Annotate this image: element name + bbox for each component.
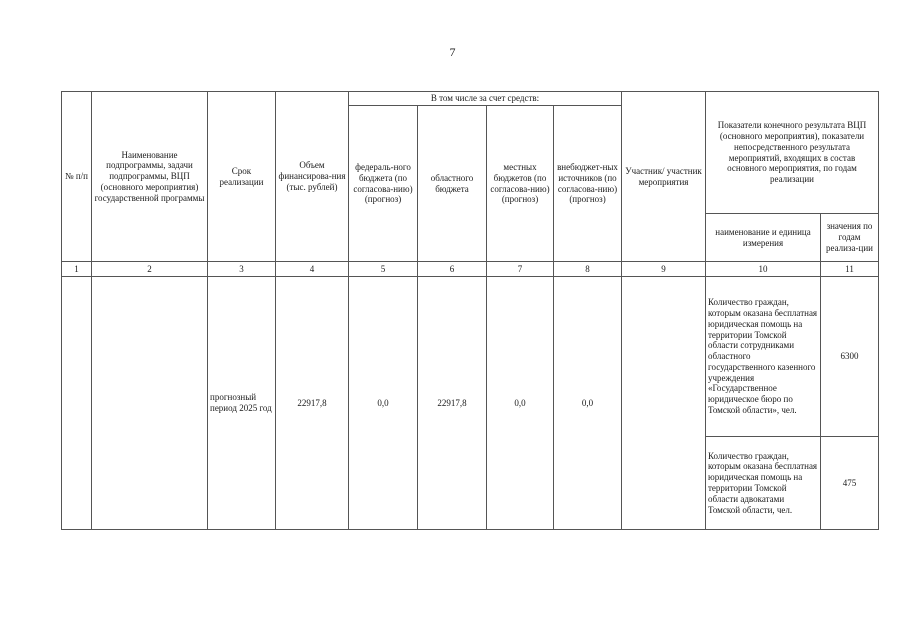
column-number: 11 — [821, 262, 879, 277]
column-number: 6 — [418, 262, 487, 277]
column-number: 5 — [349, 262, 418, 277]
cell-volume: 22917,8 — [276, 277, 349, 530]
header-participant: Участник/ участник мероприятия — [622, 92, 706, 262]
column-number: 9 — [622, 262, 706, 277]
header-indicator-values: значения по годам реализа-ции — [821, 214, 879, 262]
header-number: № п/п — [62, 92, 92, 262]
header-name: Наименование подпрограммы, задачи подпрограммы, ВЦП (основного мероприятия) государственной программы — [92, 92, 208, 262]
column-number: 7 — [487, 262, 554, 277]
header-volume: Объем финансирова-ния (тыс. рублей) — [276, 92, 349, 262]
indicator-name: Количество граждан, которым оказана бесплатная юридическая помощь на территории Томской области адвокатами Томской области, чел. — [706, 437, 821, 530]
cell-local: 0,0 — [487, 277, 554, 530]
column-number: 2 — [92, 262, 208, 277]
cell-regional: 22917,8 — [418, 277, 487, 530]
header-regional: областного бюджета — [418, 106, 487, 262]
cell-name — [92, 277, 208, 530]
header-indicator-name: наименование и единица измерения — [706, 214, 821, 262]
header-funding-group: В том числе за счет средств: — [349, 92, 622, 106]
header-local: местных бюджетов (по согласова-нию) (прогноз) — [487, 106, 554, 262]
cell-number — [62, 277, 92, 530]
column-number: 8 — [554, 262, 622, 277]
column-number-row — [62, 262, 879, 277]
cell-participant — [622, 277, 706, 530]
column-number: 1 — [62, 262, 92, 277]
cell-term: прогнозный период 2025 год — [208, 277, 276, 530]
program-table — [61, 91, 879, 530]
table-row — [62, 277, 879, 437]
indicator-value: 6300 — [821, 277, 879, 437]
page-number: 7 — [449, 45, 456, 59]
header-term: Срок реализации — [208, 92, 276, 262]
header-indicators-group: Показатели конечного результата ВЦП (основного мероприятия), показатели непосредственного результата мероприятий, входящих в состав основного мероприятия, по годам реализации — [706, 92, 879, 214]
column-number: 4 — [276, 262, 349, 277]
header-extra: внебюджет-ных источников (по согласова-нию) (прогноз) — [554, 106, 622, 262]
column-number: 3 — [208, 262, 276, 277]
header-row-1 — [62, 92, 879, 106]
header-federal: федераль-ного бюджета (по согласова-нию) (прогноз) — [349, 106, 418, 262]
cell-federal: 0,0 — [349, 277, 418, 530]
column-number: 10 — [706, 262, 821, 277]
indicator-name: Количество граждан, которым оказана бесплатная юридическая помощь на территории Томской области сотрудниками областного государственного казенного учреждения «Государственное юридическое бюро по Томской области», чел. — [706, 277, 821, 437]
cell-extra: 0,0 — [554, 277, 622, 530]
indicator-value: 475 — [821, 437, 879, 530]
